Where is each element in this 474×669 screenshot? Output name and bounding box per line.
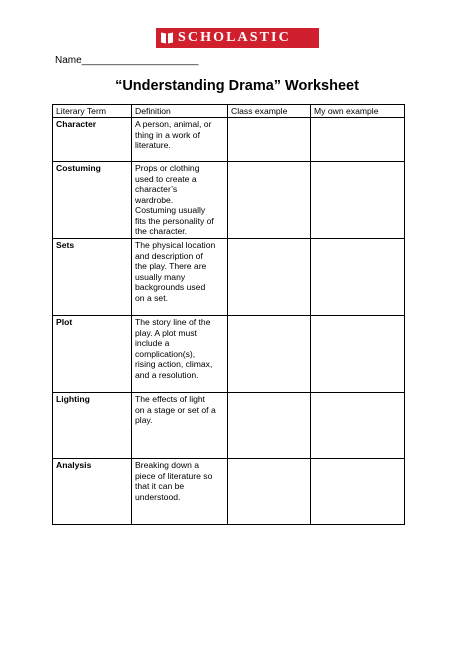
worksheet-table <box>52 104 405 525</box>
class-example-cell[interactable] <box>228 316 311 393</box>
definition-cell: A person, animal, or thing in a work of literature. <box>132 118 228 162</box>
term-cell: Sets <box>53 239 132 316</box>
definition-cell: The physical location and description of the play. There are usually many backgrounds used on a set. <box>132 239 228 316</box>
class-example-cell[interactable] <box>228 162 311 239</box>
own-example-cell[interactable] <box>311 239 405 316</box>
own-example-cell[interactable] <box>311 118 405 162</box>
header-literary-term: Literary Term <box>53 105 132 118</box>
open-book-icon <box>161 32 173 44</box>
term-cell: Costuming <box>53 162 132 239</box>
class-example-cell[interactable] <box>228 393 311 459</box>
table-row <box>53 239 405 316</box>
header-class-example: Class example <box>228 105 311 118</box>
own-example-cell[interactable] <box>311 459 405 525</box>
table-row <box>53 316 405 393</box>
table-row <box>53 393 405 459</box>
term-cell: Lighting <box>53 393 132 459</box>
scholastic-logo <box>156 28 319 48</box>
name-blank[interactable]: _____________________ <box>81 55 199 66</box>
term-cell: Analysis <box>53 459 132 525</box>
header-my-own-example: My own example <box>311 105 405 118</box>
definition-cell: Breaking down a piece of literature so that it can be understood. <box>132 459 228 525</box>
table-row <box>53 459 405 525</box>
term-cell: Plot <box>53 316 132 393</box>
definition-cell: The story line of the play. A plot must include a complication(s), rising action, climax, and a resolution. <box>132 316 228 393</box>
name-field[interactable] <box>55 55 198 67</box>
name-label: Name <box>55 55 82 66</box>
definition-cell: The effects of light on a stage or set of a play. <box>132 393 228 459</box>
term-cell: Character <box>53 118 132 162</box>
table-header-row <box>53 105 405 118</box>
class-example-cell[interactable] <box>228 459 311 525</box>
class-example-cell[interactable] <box>228 239 311 316</box>
definition-cell: Props or clothing used to create a character’s wardrobe. Costuming usually fits the personality of the character. <box>132 162 228 239</box>
logo-text: SCHOLASTIC <box>178 30 291 45</box>
class-example-cell[interactable] <box>228 118 311 162</box>
own-example-cell[interactable] <box>311 316 405 393</box>
page-title: “Understanding Drama” Worksheet <box>115 78 359 94</box>
table-row <box>53 118 405 162</box>
own-example-cell[interactable] <box>311 393 405 459</box>
own-example-cell[interactable] <box>311 162 405 239</box>
header-definition: Definition <box>132 105 228 118</box>
table-row <box>53 162 405 239</box>
